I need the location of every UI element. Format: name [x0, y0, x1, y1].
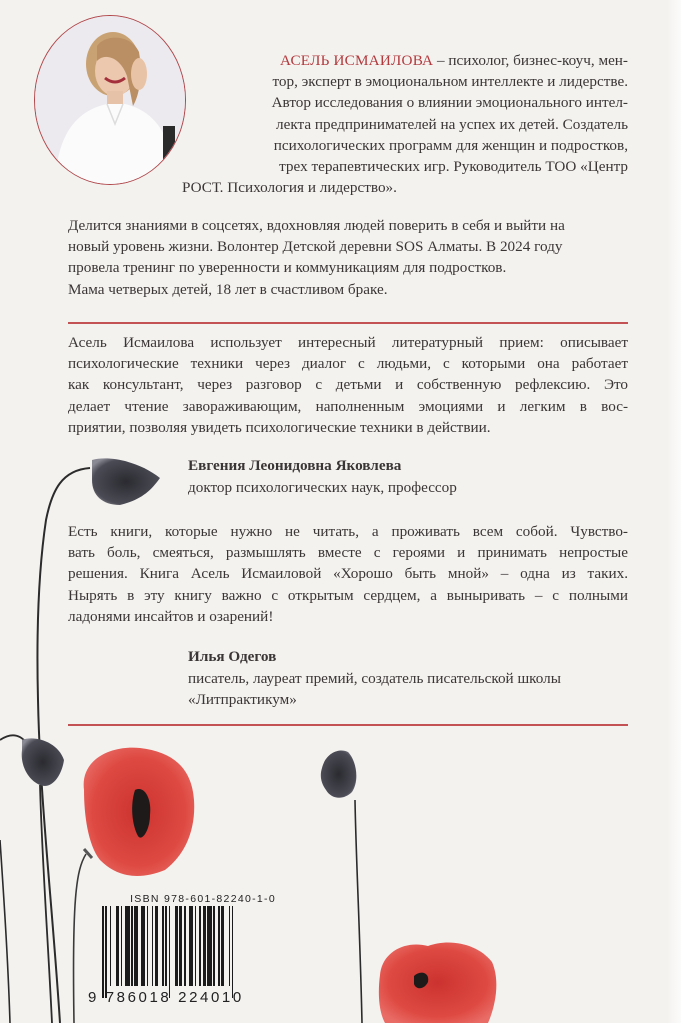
divider-rule	[68, 322, 628, 324]
review-line: делает чтение завораживающим, наполненным эмоциями и легким в вос-	[68, 397, 628, 415]
isbn-number: ISBN 978-601-82240-1-0	[130, 893, 276, 905]
review-line: решения. Книга Асель Исмаиловой «Хорошо быть мной» – одна из таких.	[68, 565, 628, 583]
review-yakovleva	[68, 332, 628, 438]
bio-line: Автор исследования о влиянии эмоционального интел-	[271, 94, 628, 112]
review-signature	[188, 646, 561, 711]
bud-icon	[92, 458, 160, 505]
review-line: как консультант, через разговор с детьми и собственную рефлексию. Это	[68, 376, 628, 394]
review-signature	[188, 455, 457, 498]
review-line: ладонями инсайтов и озарений!	[68, 607, 274, 625]
bio-line: Делится знаниями в соцсетях, вдохновляя людей поверить в себя и выйти на	[68, 217, 565, 234]
barcode-icon	[102, 906, 280, 992]
bio-line: трех терапевтических игр. Руководитель ТОО «Центр	[279, 158, 628, 176]
review-line: Нырять в эту книгу важно с открытым сердцем, а выныривать – с полными	[68, 586, 628, 604]
review-line: Есть книги, которые нужно не читать, а проживать всем собой. Чувство-	[68, 523, 628, 540]
bio-line: психологических программ для женщин и подростков,	[273, 136, 628, 154]
bio-line: провела тренинг по уверенности и коммуникациям для подростков.	[68, 259, 507, 277]
barcode-digits: 9 786018 224010	[88, 989, 244, 1006]
reviewer-name: Евгения Леонидовна Яковлева	[188, 457, 402, 474]
author-bio	[68, 50, 628, 198]
review-line: приятии, позволяя увидеть психологические техники в действии.	[68, 418, 491, 436]
reviewer-name: Илья Одегов	[188, 648, 277, 665]
review-line: Асель Исмаилова использует интересный литературный прием: описывает	[68, 334, 628, 351]
reviewer-role: «Литпрактикум»	[188, 691, 297, 708]
reviewer-role: доктор психологических наук, профессор	[188, 478, 457, 496]
bio-line: тор, эксперт в эмоциональном интеллекте и лидерстве.	[272, 73, 628, 91]
page-edge-shade	[667, 0, 681, 1023]
author-name: АСЕЛЬ ИСМАИЛОВА	[280, 52, 434, 69]
bio-line: Мама четверых детей, 18 лет в счастливом браке.	[68, 280, 388, 298]
isbn-barcode	[88, 893, 284, 1014]
reviewer-role: писатель, лауреат премий, создатель писательской школы	[188, 669, 561, 687]
bio-line: новый уровень жизни. Волонтер Детской деревни SOS Алматы. В 2024 году	[68, 238, 563, 256]
author-bio-continued	[68, 215, 628, 300]
bio-line: лекта предпринимателей на успех их детей. Создатель	[276, 115, 628, 133]
review-line: психологические техники через диалог с людьми, с которыми она работает	[68, 355, 628, 373]
bio-line: АСЕЛЬ ИСМАИЛОВА – психолог, бизнес-коуч, мен-	[280, 52, 628, 69]
divider-rule	[68, 724, 628, 726]
review-odegov	[68, 521, 628, 627]
bio-line: РОСТ. Психология и лидерство».	[182, 179, 397, 197]
review-line: вать боль, смеяться, размышлять вместе с героями и принимать непростые	[68, 544, 628, 562]
poppy-flower-icon	[84, 748, 195, 876]
